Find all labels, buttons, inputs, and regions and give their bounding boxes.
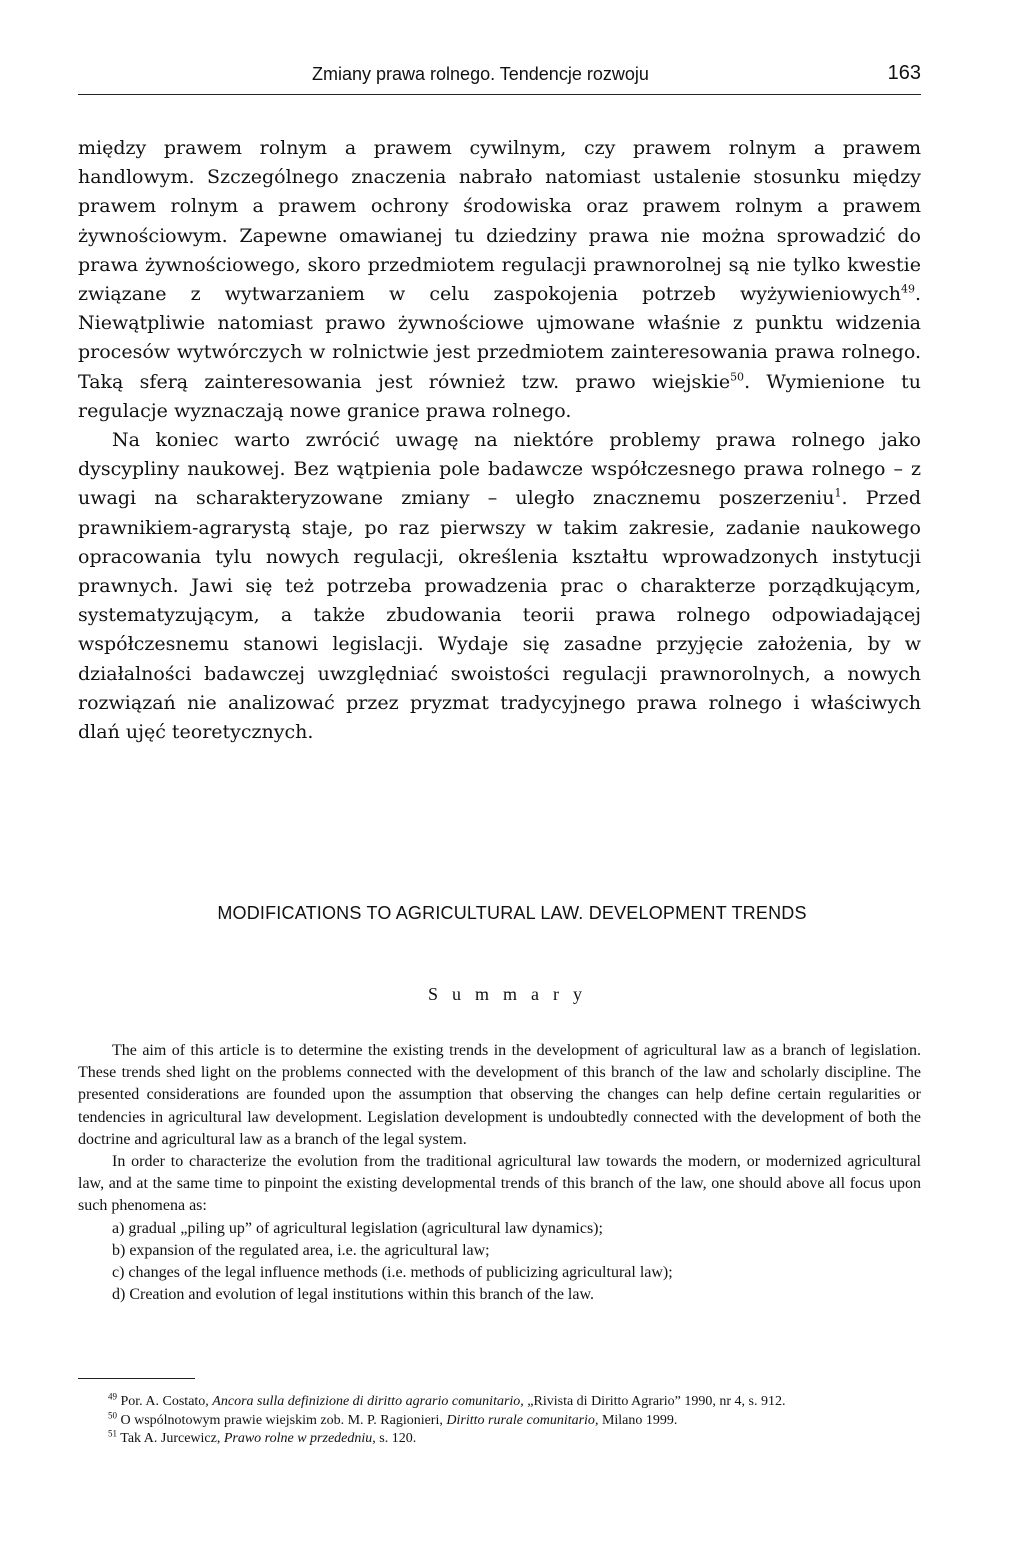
running-header bbox=[78, 64, 921, 95]
footnote-number: 51 bbox=[108, 1428, 117, 1439]
body-text: . Przed prawnikiem-agrarystą staje, po raz pierwszy w takim zakresie, zadanie naukowego opracowania tylu nowych regulacji, określenia kształtu wprowadzonych instytucji prawnych. Jawi się też potrzeba prowadzenia prac o charakterze porządkującym, systematyzującym, a także zbudowania teorii prawa rolnego odpowiadającej współczesnemu stanowi legislacji. Wydaje się zasadne przyjęcie założenia, by w działalności badawczej uwzględniać swoistości regulacji prawnorolnych, a nowych rozwiązań nie analizować przez pryzmat tradycyjnego prawa rolnego i właściwych dlań ujęć teoretycznych. bbox=[78, 487, 921, 744]
footnote-text: , „Rivista di Diritto Agrario” 1990, nr 4, s. 912. bbox=[520, 1394, 786, 1409]
footnote-text: Tak A. Jurcewicz, bbox=[120, 1431, 224, 1447]
footnote-reference: 1 bbox=[834, 487, 842, 501]
main-body-text bbox=[78, 134, 921, 747]
footnote-text: , Milano 1999. bbox=[594, 1412, 678, 1428]
summary-text bbox=[78, 1040, 921, 1306]
page-number: 163 bbox=[887, 62, 921, 84]
footnote-divider bbox=[78, 1378, 195, 1379]
footnote bbox=[78, 1430, 921, 1449]
running-title: Zmiany prawa rolnego. Tendencje rozwoju bbox=[312, 64, 649, 84]
body-paragraph bbox=[78, 134, 921, 426]
summary-title: MODIFICATIONS TO AGRICULTURAL LAW. DEVELOPMENT TRENDS bbox=[217, 903, 807, 923]
summary-list-item: c) changes of the legal influence methods (i.e. methods of publicizing agricultural law); bbox=[112, 1264, 673, 1282]
footnote-reference: 49 bbox=[900, 282, 915, 296]
footnote-title: Diritto rurale comunitario bbox=[446, 1412, 595, 1428]
body-paragraph bbox=[78, 426, 921, 747]
body-text: między prawem rolnym a prawem cywilnym, czy prawem rolnym a prawem handlowym. Szczególnego znaczenia nabrało natomiast ustalenie stosunku między prawem rolnym a prawem ochrony środowiska oraz prawem rolnym a prawem żywnościowym. Zapewne omawianej tu dziedziny prawa nie można sprowadzić do prawa żywnościowego, skoro przedmiotem regulacji prawnorolnej są nie tylko kwestie związane z wytwarzaniem w celu zaspokojenia potrzeb wyżywieniowych bbox=[78, 137, 921, 306]
footnote-number: 49 bbox=[108, 1391, 117, 1402]
footnote-number: 50 bbox=[108, 1410, 117, 1421]
body-text: . Niewątpliwie natomiast prawo żywnościowe ujmowane właśnie z punktu widzenia procesów wytwórczych w rolnictwie jest przedmiotem zainteresowania prawa rolnego. Taką sferą zainteresowania jest również tzw. prawo wiejskie bbox=[78, 283, 921, 393]
summary-label: Summary bbox=[428, 984, 596, 1004]
footnote-title: Prawo rolne w przededniu bbox=[223, 1431, 373, 1447]
summary-paragraph: The aim of this article is to determine the existing trends in the development of agricultural law as a branch of legislation. These trends shed light on the problems connected with the development of this branch of the law and scholarly discipline. The presented considerations are founded upon the assumption that observing the changes can help define certain regularities or tendencies in agricultural law development. Legislation development is undoubtedly connected with the development of both the doctrine and agricultural law as a branch of the legal system. bbox=[78, 1042, 921, 1148]
summary-list bbox=[78, 1218, 921, 1307]
footnotes bbox=[78, 1393, 921, 1449]
footnote-title: Ancora sulla definizione di diritto agrario comunitario bbox=[212, 1394, 521, 1409]
summary-list-item: a) gradual „piling up” of agricultural legislation (agricultural law dynamics); bbox=[112, 1219, 603, 1237]
footnote-text: O wspólnotowym prawie wiejskim zob. M. P. Ragionieri, bbox=[120, 1412, 447, 1428]
footnote bbox=[78, 1412, 921, 1431]
summary-list-item: d) Creation and evolution of legal institutions within this branch of the law. bbox=[112, 1286, 594, 1304]
body-text: . Wymienione tu regulacje wyznaczają nowe granice prawa rolnego. bbox=[78, 370, 921, 422]
footnote bbox=[78, 1393, 921, 1412]
footnote-reference: 50 bbox=[730, 370, 745, 384]
body-text: Na koniec warto zwrócić uwagę na niektóre problemy prawa rolnego jako dyscypliny naukowej. Bez wątpienia pole badawcze współczesnego prawa rolnego – z uwagi na scharakteryzowane zmiany – uległo znacznemu poszerzeniu bbox=[78, 429, 921, 510]
footnote-text: , s. 120. bbox=[372, 1431, 417, 1447]
summary-paragraph: In order to characterize the evolution from the traditional agricultural law towards the modern, or modernized agricultural law, and at the same time to pinpoint the existing developmental trends of this branch of the law, one should above all focus upon such phenomena as: bbox=[78, 1153, 921, 1215]
summary-list-item: b) expansion of the regulated area, i.e. the agricultural law; bbox=[112, 1241, 490, 1259]
footnote-text: Por. A. Costato, bbox=[120, 1394, 213, 1409]
